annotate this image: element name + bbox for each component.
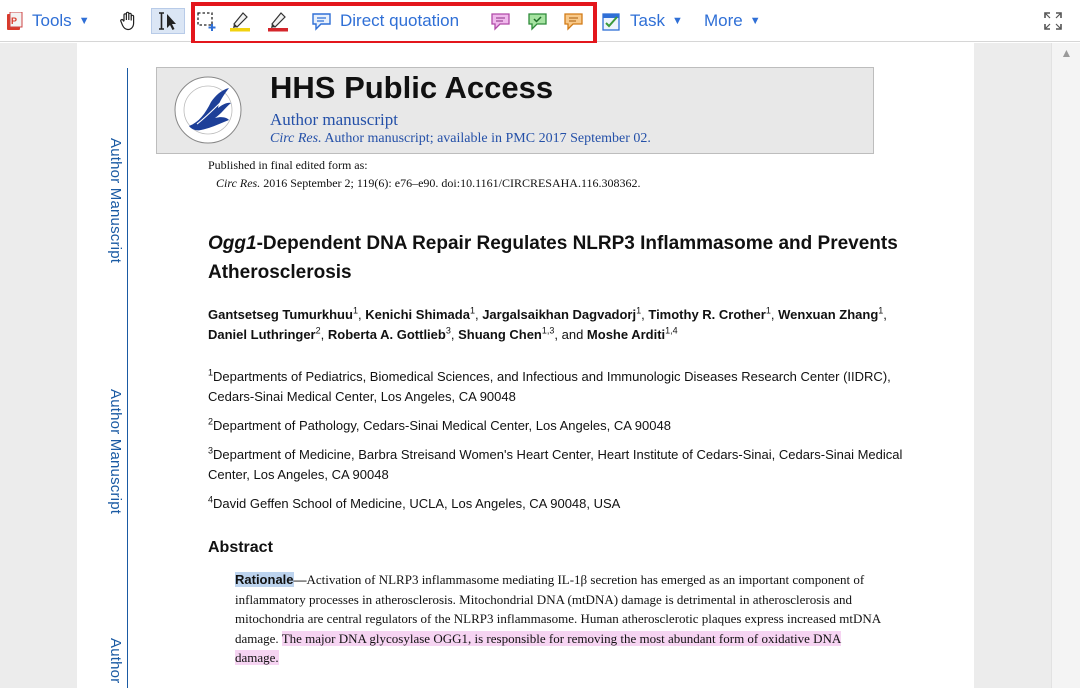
author-name: Timothy R. Crother bbox=[648, 307, 766, 322]
author-name: Shuang Chen bbox=[458, 327, 542, 342]
affiliation-number: 2 bbox=[208, 416, 214, 427]
margin-label-author-manuscript: Author Manuscript bbox=[107, 389, 124, 515]
highlighter-yellow-icon bbox=[228, 10, 252, 32]
affiliation-item bbox=[208, 445, 928, 485]
fullscreen-icon bbox=[1043, 11, 1063, 31]
author-name: Roberta A. Gottlieb bbox=[327, 327, 446, 342]
select-text-tool-button[interactable] bbox=[151, 8, 185, 34]
rationale-label[interactable]: Rationale bbox=[235, 572, 294, 587]
affiliation-number: 3 bbox=[208, 445, 214, 456]
pdf-page bbox=[77, 43, 974, 688]
highlight-tool-button[interactable] bbox=[228, 8, 252, 34]
rationale-dash: — bbox=[293, 572, 307, 587]
chevron-down-icon: ▼ bbox=[749, 15, 761, 27]
published-line: Published in final edited form as: bbox=[208, 158, 368, 172]
hhs-subtitle: Author manuscript bbox=[270, 110, 398, 129]
affiliation-item bbox=[208, 494, 928, 514]
right-side-panel bbox=[974, 43, 1051, 688]
text-cursor-icon bbox=[156, 11, 180, 31]
hand-icon bbox=[118, 10, 140, 32]
author-name: Daniel Luthringer bbox=[208, 327, 316, 342]
task-checklist-icon bbox=[601, 11, 622, 32]
affiliation-text: David Geffen School of Medicine, UCLA, Los Angeles, CA 90048, USA bbox=[213, 496, 621, 511]
margin-label-author-manuscript: Author Manuscript bbox=[107, 138, 124, 264]
affiliation-text: Departments of Pediatrics, Biomedical Sciences, and Infectious and Immunologic Diseases Research Center (IIDRC), Cedars-Sinai Medical Center, Los Angeles, CA 90048 bbox=[208, 369, 891, 404]
hhs-title: HHS Public Access bbox=[270, 70, 554, 105]
hhs-citation bbox=[270, 131, 651, 147]
green-note-button[interactable] bbox=[527, 8, 548, 34]
affiliation-number: 1 bbox=[208, 367, 214, 378]
margin-label-author: Author bbox=[107, 638, 124, 684]
affiliation-item bbox=[208, 416, 928, 436]
abstract-paragraph bbox=[235, 570, 885, 668]
highlighter-red-icon bbox=[266, 10, 290, 32]
tools-menu[interactable] bbox=[6, 8, 90, 34]
more-label: More bbox=[704, 11, 743, 30]
underline-tool-button[interactable] bbox=[266, 8, 290, 34]
article-title bbox=[208, 229, 908, 287]
tools-label: Tools bbox=[32, 11, 72, 30]
abstract-heading: Abstract bbox=[208, 539, 273, 556]
author-affiliation-mark: 1 bbox=[636, 305, 642, 316]
publication-citation bbox=[216, 176, 641, 191]
affiliation-item bbox=[208, 367, 928, 407]
chevron-down-icon: ▼ bbox=[78, 15, 90, 27]
author-list: Gantsetseg Tumurkhuu$^1$, Kenichi Shimada$^1$, Jargalsaikhan Dagvadorj$^1$, Timothy R. Crother$^1$, Wenxuan Zhang$^1$, Daniel Luthringer$^2$, Roberta A. Gottlieb$^3$, Shuang Chen$^{1,3}$, and Moshe Arditi$^{1,4}$ bbox=[208, 305, 887, 342]
task-label: Task bbox=[630, 11, 665, 30]
author-affiliation-mark: 1 bbox=[352, 305, 358, 316]
toolbox-icon bbox=[6, 12, 23, 31]
hhs-header-box bbox=[156, 67, 874, 154]
author-affiliation-mark: 1 bbox=[469, 305, 475, 316]
area-select-button[interactable] bbox=[196, 8, 218, 34]
pink-comment-icon bbox=[490, 11, 511, 31]
comment-icon bbox=[311, 11, 332, 31]
author-affiliation-mark: 3 bbox=[445, 325, 451, 336]
author-name: Gantsetseg Tumurkhuu bbox=[208, 307, 353, 322]
highlighted-text[interactable]: The major DNA glycosylase OGG1, is responsible for removing the most abundant form of oxidative DNA damage. bbox=[235, 630, 842, 665]
publication-details: 2016 September 2; 119(6): e76–e90. doi:10.1161/CIRCRESAHA.116.308362. bbox=[260, 176, 641, 190]
hhs-availability: Author manuscript; available in PMC 2017 September 02. bbox=[321, 131, 651, 146]
green-comment-icon bbox=[527, 11, 548, 31]
hhs-journal: Circ Res. bbox=[270, 131, 322, 146]
hand-tool-button[interactable] bbox=[118, 8, 140, 34]
author-name: Wenxuan Zhang bbox=[778, 307, 879, 322]
author-affiliation-mark: 1,4 bbox=[665, 325, 678, 336]
author-name: Jargalsaikhan Dagvadorj bbox=[482, 307, 637, 322]
margin-rule bbox=[127, 68, 128, 688]
document-viewer bbox=[0, 43, 1080, 688]
toolbar bbox=[0, 0, 1080, 42]
fullscreen-button[interactable] bbox=[1043, 8, 1063, 34]
affiliation-text: Department of Medicine, Barbra Streisand Women's Heart Center, Heart Institute of Cedars-Sinai, Cedars-Sinai Medical Center, Los Angeles, CA 90048 bbox=[208, 447, 903, 482]
author-affiliation-mark: 2 bbox=[315, 325, 321, 336]
author-affiliation-mark: 1 bbox=[878, 305, 884, 316]
hhs-eagle-logo-icon bbox=[171, 74, 245, 151]
direct-quotation-label: Direct quotation bbox=[340, 11, 460, 30]
direct-quotation-button[interactable] bbox=[311, 8, 459, 34]
affiliation-number: 4 bbox=[208, 494, 214, 505]
scroll-up-arrow-icon[interactable]: ▲ bbox=[1060, 46, 1073, 60]
affiliation-text: Department of Pathology, Cedars-Sinai Medical Center, Los Angeles, CA 90048 bbox=[213, 418, 671, 433]
abstract-text[interactable]: Activation of NLRP3 inflammasome mediating IL-1β secretion has emerged as an important component of inflammatory processes in atherosclerosis. Mitochondrial DNA (mtDNA) damage is detrimental in atherosclerosis and mitochondria are central regulators of the NLRP3 inflammasome. Human atherosclerotic plaques express increased mtDNA damage. bbox=[235, 572, 881, 646]
orange-comment-icon bbox=[563, 11, 584, 31]
orange-note-button[interactable] bbox=[563, 8, 584, 34]
article-title-rest: -Dependent DNA Repair Regulates NLRP3 Inflammasome and Prevents Atherosclerosis bbox=[208, 233, 898, 283]
author-name: Moshe Arditi bbox=[586, 327, 666, 342]
author-affiliation-mark: 1,3 bbox=[541, 325, 555, 336]
article-title-gene: Ogg1 bbox=[208, 233, 257, 254]
svg-text:P: P bbox=[11, 15, 18, 26]
author-name: Kenichi Shimada bbox=[365, 307, 470, 322]
chevron-down-icon: ▼ bbox=[671, 15, 683, 27]
marquee-select-icon bbox=[196, 10, 218, 32]
vertical-scrollbar[interactable] bbox=[1051, 43, 1080, 688]
more-menu[interactable] bbox=[704, 8, 761, 34]
author-affiliation-mark: 1 bbox=[765, 305, 771, 316]
pink-note-button[interactable] bbox=[490, 8, 511, 34]
publication-journal: Circ Res. bbox=[216, 176, 261, 190]
task-menu[interactable] bbox=[601, 8, 683, 34]
